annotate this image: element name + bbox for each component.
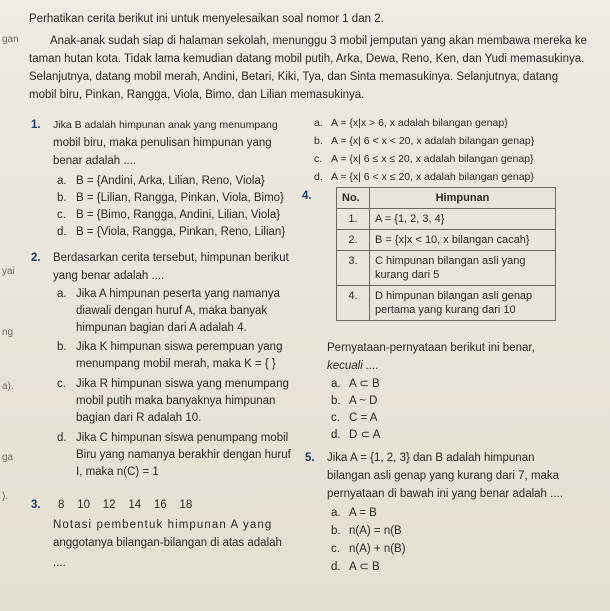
q4-option-letter[interactable]: d.	[331, 429, 341, 441]
q5-option-letter[interactable]: c.	[331, 543, 340, 555]
margin-note: gan	[2, 34, 19, 45]
q2-option-text[interactable]: Jika R himpunan siswa yang menumpang	[76, 378, 289, 390]
table-header-set: Himpunan	[370, 188, 556, 209]
margin-note: a).	[2, 381, 14, 392]
q4-option-letter[interactable]: a.	[331, 378, 341, 390]
q2-text: Berdasarkan cerita tersebut, himpunan berikut	[53, 252, 289, 264]
q1-option-text[interactable]: B = {Bimo, Rangga, Andini, Lilian, Viola}	[76, 209, 281, 221]
table-cell-no: 4.	[337, 286, 370, 321]
q1-option-letter[interactable]: b.	[57, 192, 67, 204]
q4-question: Pernyataan-pernyataan berikut ini benar,	[327, 342, 535, 354]
q5-option-letter[interactable]: d.	[331, 561, 341, 573]
q5-text: pernyataan di bawah ini yang benar adalah ....	[327, 488, 563, 500]
q2-option-text[interactable]: Jika C himpunan siswa penumpang mobil	[76, 432, 289, 444]
q1-text: benar adalah ....	[53, 155, 137, 167]
table-header-no: No.	[337, 188, 370, 209]
table-cell-set: B = {x|x < 10, x bilangan cacah}	[370, 230, 556, 251]
q5-option-text[interactable]: n(A) = n(B	[349, 525, 402, 537]
q3-option-text[interactable]: A = {x|x > 6, x adalah bilangan genap}	[331, 117, 508, 129]
q2-option-text[interactable]: menumpang mobil merah, maka K = { }	[76, 358, 276, 370]
story-line: Selanjutnya, datang mobil merah, Andini, Betari, Kiki, Tya, dan Sinta memasukinya. Selanjutnya, datang	[29, 71, 559, 83]
q1-text: Jika B adalah himpunan anak yang menumpang	[53, 119, 278, 131]
q1-option-letter[interactable]: d.	[57, 226, 67, 238]
q3-text: Notasi pembentuk himpunan A yang	[53, 519, 273, 531]
q1-option-letter[interactable]: c.	[57, 209, 66, 221]
table-cell-no: 3.	[337, 251, 370, 286]
q5-number: 5.	[305, 452, 315, 464]
q4-number: 4.	[302, 190, 312, 202]
q4-question: kecuali ....	[327, 360, 379, 372]
q3-number: 3.	[31, 499, 41, 511]
q3-option-letter[interactable]: a.	[314, 117, 323, 129]
q5-option-text[interactable]: A ⊂ B	[349, 561, 380, 573]
q3-option-letter[interactable]: d.	[314, 171, 323, 183]
q2-option-text[interactable]: Biru yang namanya berakhir dengan huruf	[76, 449, 291, 461]
sets-table	[336, 187, 556, 321]
q4-option-text[interactable]: D ⊂ A	[349, 429, 381, 441]
q2-option-text[interactable]: diawali dengan huruf A, maka banyak	[76, 305, 268, 317]
table-cell-set: D himpunan bilangan asli genap pertama yang kurang dari 10	[370, 286, 556, 321]
margin-note: ng	[2, 327, 14, 338]
q5-text: Jika A = {1, 2, 3} dan B adalah himpunan	[327, 452, 535, 464]
story-line: taman hutan kota. Tidak lama kemudian datang mobil putih, Arka, Dewa, Reno, Ken, dan Yudi memasukinya.	[29, 53, 585, 65]
table-header-row	[337, 188, 556, 209]
q3-option-letter[interactable]: b.	[314, 135, 323, 147]
q2-option-text[interactable]: I, maka n(C) = 1	[76, 466, 159, 478]
q4-option-letter[interactable]: c.	[331, 412, 340, 424]
q4-option-text[interactable]: A ⊂ B	[349, 378, 380, 390]
q5-option-letter[interactable]: a.	[331, 507, 341, 519]
story-line: mobil biru, Pinkan, Rangga, Viola, Bimo, dan Lilian memasukinya.	[29, 89, 365, 101]
q5-option-letter[interactable]: b.	[331, 525, 341, 537]
table-cell-set: C himpunan bilangan asli yang kurang dari 5	[370, 251, 556, 286]
q2-option-text[interactable]: Jika K himpunan siswa perempuan yang	[76, 341, 283, 353]
q3-number-sequence: 8 10 12 14 16 18	[58, 499, 193, 511]
q1-text: mobil biru, maka penulisan himpunan yang	[53, 137, 272, 149]
margin-note: ).	[2, 491, 9, 502]
q3-option-text[interactable]: A = {x| 6 ≤ x ≤ 20, x adalah bilangan genap}	[331, 153, 534, 165]
instruction-header: Perhatikan cerita berikut ini untuk menyelesaikan soal nomor 1 dan 2.	[29, 13, 384, 25]
q1-option-text[interactable]: B = {Viola, Rangga, Pinkan, Reno, Lilian}	[76, 226, 286, 238]
q3-text: anggotanya bilangan-bilangan di atas adalah	[53, 537, 282, 549]
q4-option-letter[interactable]: b.	[331, 395, 341, 407]
q5-text: bilangan asli genap yang kurang dari 7, maka	[327, 470, 560, 482]
story-line: Anak-anak sudah siap di halaman sekolah, menunggu 3 mobil jemputan yang akan membawa mereka ke	[50, 35, 587, 47]
q3-option-letter[interactable]: c.	[314, 153, 323, 165]
margin-note: ga	[2, 452, 14, 463]
q2-number: 2.	[31, 252, 41, 264]
q1-option-text[interactable]: B = {Andini, Arka, Lilian, Reno, Viola}	[76, 175, 265, 187]
table-row	[337, 251, 556, 286]
q2-option-text[interactable]: bagian dari R adalah 10.	[76, 412, 202, 424]
table-cell-no: 1.	[337, 209, 370, 230]
q2-option-text[interactable]: himpunan bagian dari A adalah 4.	[76, 322, 247, 334]
q2-option-text[interactable]: Jika A himpunan peserta yang namanya	[76, 288, 280, 300]
q3-option-text[interactable]: A = {x| 6 < x < 20, x adalah bilangan genap}	[331, 135, 535, 147]
q2-option-letter[interactable]: a.	[57, 288, 67, 300]
q4-option-text[interactable]: C = A	[349, 412, 378, 424]
table-row	[337, 230, 556, 251]
q3-option-text[interactable]: A = {x| 6 < x ≤ 20, x adalah bilangan genap}	[331, 171, 534, 183]
q2-option-letter[interactable]: b.	[57, 341, 67, 353]
q1-number: 1.	[31, 119, 41, 131]
table-row	[337, 209, 556, 230]
table-cell-set: A = {1, 2, 3, 4}	[370, 209, 556, 230]
q5-option-text[interactable]: n(A) + n(B)	[349, 543, 406, 555]
margin-note: yai	[2, 266, 15, 277]
q4-option-text[interactable]: A ~ D	[349, 395, 378, 407]
q2-text: yang benar adalah ....	[53, 270, 165, 282]
q2-option-letter[interactable]: c.	[57, 378, 66, 390]
table-cell-no: 2.	[337, 230, 370, 251]
table-row	[337, 286, 556, 321]
q1-option-letter[interactable]: a.	[57, 175, 67, 187]
q2-option-text[interactable]: mobil putih maka banyaknya himpunan	[76, 395, 276, 407]
q2-option-letter[interactable]: d.	[57, 432, 67, 444]
q3-text: ....	[53, 557, 66, 569]
q5-option-text[interactable]: A = B	[349, 507, 377, 519]
q1-option-text[interactable]: B = {Lilian, Rangga, Pinkan, Viola, Bimo}	[76, 192, 284, 204]
